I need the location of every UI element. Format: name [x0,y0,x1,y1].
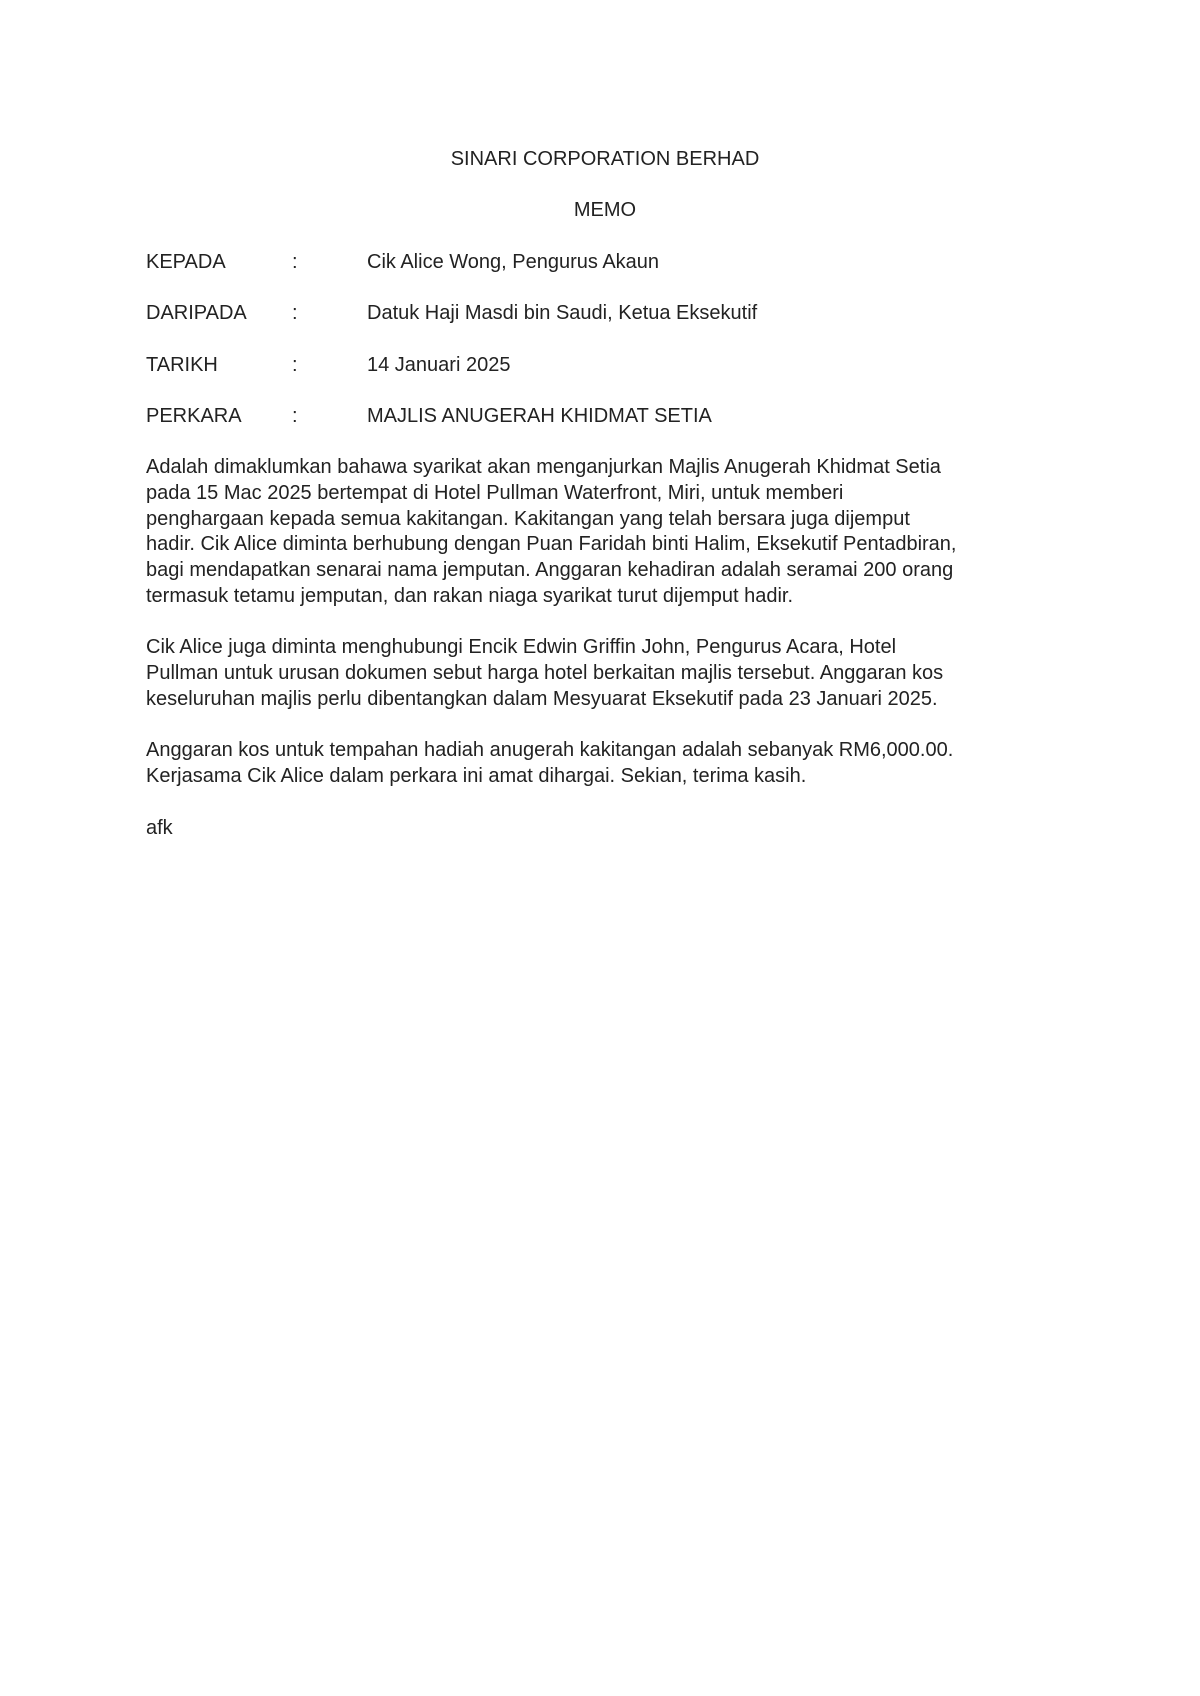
paragraph-line: Adalah dimaklumkan bahawa syarikat akan menganjurkan Majlis Anugerah Khidmat Setia [146,456,941,478]
field-colon: : [292,302,298,324]
body-paragraph-1 [146,455,1086,610]
paragraph-line: termasuk tetamu jemputan, dan rakan niaga syarikat turut dijemput hadir. [146,584,794,607]
body-paragraph-2 [146,635,1086,712]
body-paragraph-3 [146,738,1086,790]
field-value: Datuk Haji Masdi bin Saudi, Ketua Eksekutif [367,302,758,324]
reference-initials: afk [146,817,173,839]
field-label: DARIPADA [146,302,247,324]
paragraph-line: Anggaran kos untuk tempahan hadiah anugerah kakitangan adalah sebanyak RM6,000.00. [146,739,954,761]
paragraph-line: Kerjasama Cik Alice dalam perkara ini amat dihargai. Sekian, terima kasih. [146,764,807,787]
memo-title: MEMO [573,199,637,221]
company-name: SINARI CORPORATION BERHAD [450,148,760,170]
paragraph-line: penghargaan kepada semua kakitangan. Kakitangan yang telah bersara juga dijemput [146,507,910,530]
field-value: Cik Alice Wong, Pengurus Akaun [367,251,660,273]
field-colon: : [292,251,298,273]
field-label: KEPADA [146,251,226,273]
paragraph-line: pada 15 Mac 2025 bertempat di Hotel Pullman Waterfront, Miri, untuk memberi [146,481,844,504]
field-label: PERKARA [146,405,242,427]
field-label: TARIKH [146,354,218,376]
paragraph-line: Cik Alice juga diminta menghubungi Encik Edwin Griffin John, Pengurus Acara, Hotel [146,636,897,658]
paragraph-line: hadir. Cik Alice diminta berhubung dengan Puan Faridah binti Halim, Eksekutif Pentadbiran, [146,533,957,556]
field-value: MAJLIS ANUGERAH KHIDMAT SETIA [367,405,712,427]
field-colon: : [292,405,298,427]
paragraph-line: Pullman untuk urusan dokumen sebut harga hotel berkaitan majlis tersebut. Anggaran kos [146,661,944,684]
field-value: 14 Januari 2025 [367,354,511,376]
paragraph-line: keseluruhan majlis perlu dibentangkan dalam Mesyuarat Eksekutif pada 23 Januari 2025. [146,687,938,710]
field-colon: : [292,354,298,376]
paragraph-line: bagi mendapatkan senarai nama jemputan. Anggaran kehadiran adalah seramai 200 orang [146,559,954,582]
